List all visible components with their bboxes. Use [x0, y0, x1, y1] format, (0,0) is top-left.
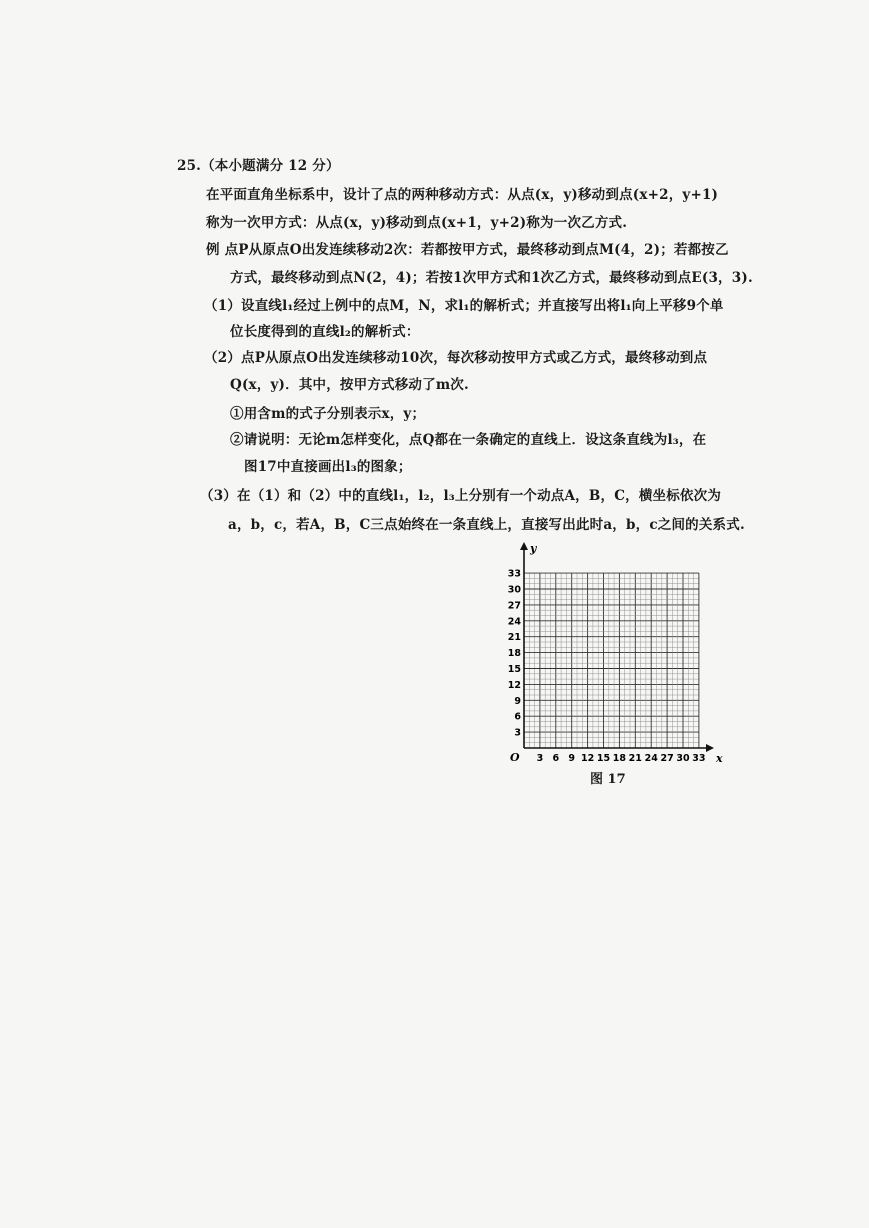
- y-tick-label: 21: [507, 632, 521, 644]
- y-tick-label: 3: [514, 727, 521, 739]
- x-axis-label: x: [716, 752, 723, 765]
- y-tick-label: 6: [514, 711, 521, 723]
- question-line-11: 图17中直接画出l₃的图象；: [244, 459, 412, 475]
- y-tick-label: 12: [507, 679, 521, 691]
- origin-label: O: [510, 751, 520, 764]
- y-axis-arrow-icon: [520, 542, 528, 550]
- y-tick-label: 27: [507, 600, 521, 612]
- x-tick-label: 33: [692, 753, 706, 764]
- y-tick-label: 15: [507, 664, 521, 675]
- x-tick-label: 6: [552, 753, 560, 764]
- y-tick-label: 18: [507, 648, 521, 660]
- x-tick-label: 30: [676, 753, 690, 764]
- x-tick-label: 21: [628, 753, 642, 764]
- question-line-6: 位长度得到的直线l₂的解析式：: [230, 324, 420, 340]
- x-axis-arrow-icon: [706, 744, 714, 752]
- y-tick-label: 30: [507, 584, 521, 596]
- x-tick-label: 24: [644, 753, 658, 764]
- x-tick-label: 15: [596, 753, 611, 764]
- question-line-1: 在平面直角坐标系中，设计了点的两种移动方式：从点(x，y)移动到点(x+2，y+1): [206, 187, 719, 203]
- question-line-4: 方式，最终移动到点N(2，4)；若按1次甲方式和1次乙方式，最终移动到点E(3，3).: [230, 270, 753, 286]
- figure-caption: 图 17: [590, 772, 626, 787]
- x-tick-label: 9: [568, 753, 576, 764]
- question-line-9: ①用含m的式子分别表示x，y；: [230, 406, 426, 422]
- y-tick-label: 9: [514, 695, 521, 707]
- y-tick-label: 24: [507, 616, 521, 628]
- x-tick-label: 18: [612, 753, 627, 764]
- y-tick-labels: [508, 569, 522, 739]
- question-number: 25.（本小题满分 12 分）: [177, 158, 340, 174]
- grid-lines: [524, 573, 699, 748]
- x-tick-label: 12: [580, 753, 595, 764]
- question-line-7: （2）点P从原点O出发连续移动10次，每次移动按甲方式或乙方式，最终移动到点: [204, 350, 708, 366]
- axes: [507, 542, 723, 765]
- question-line-5: （1）设直线l₁经过上例中的点M，N，求l₁的解析式；并直接写出将l₁向上平移9个单: [204, 298, 724, 314]
- x-tick-label: 3: [536, 753, 544, 764]
- question-line-8: Q(x，y)．其中，按甲方式移动了m次.: [230, 377, 469, 393]
- coordinate-grid-figure: [500, 540, 730, 790]
- y-tick-label: 33: [507, 568, 521, 580]
- x-tick-label: 27: [660, 753, 674, 764]
- question-line-10: ②请说明：无论m怎样变化，点Q都在一条确定的直线上．设这条直线为l₃，在: [230, 432, 707, 448]
- x-tick-labels: [537, 753, 706, 764]
- question-line-3: 例 点P从原点O出发连续移动2次：若都按甲方式，最终移动到点M(4，2)；若都按乙: [206, 242, 729, 258]
- question-line-2: 称为一次甲方式：从点(x，y)移动到点(x+1，y+2)称为一次乙方式.: [206, 215, 628, 231]
- question-line-13: a，b，c，若A，B，C三点始终在一条直线上，直接写出此时a，b，c之间的关系式.: [228, 517, 745, 533]
- question-line-12: （3）在（1）和（2）中的直线l₁，l₂，l₃上分别有一个动点A，B，C，横坐标依次为: [200, 488, 722, 504]
- y-axis-label: y: [530, 542, 537, 555]
